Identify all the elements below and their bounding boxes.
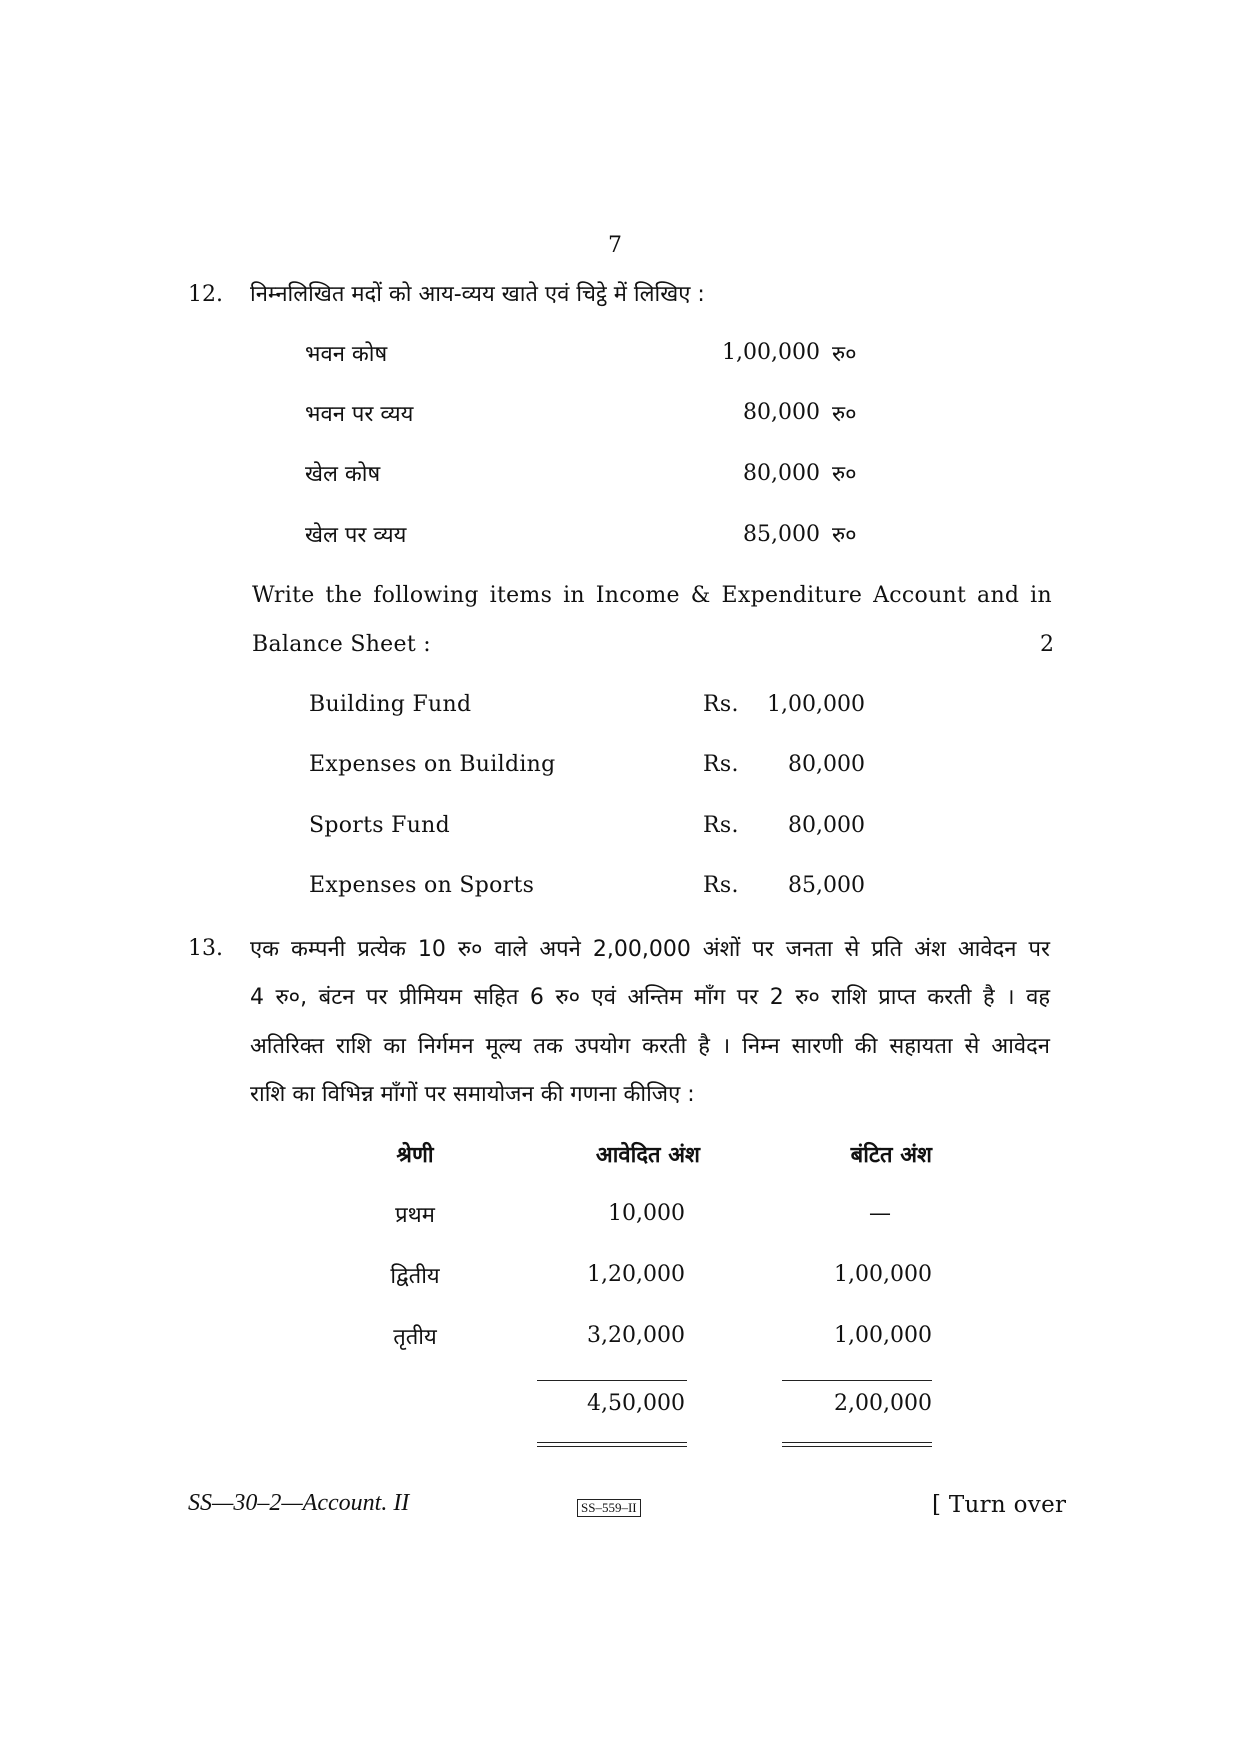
table-header: श्रेणी [396, 1143, 434, 1168]
q13-line: राशि का विभिन्न माँगों पर समायोजन की गणना कीजिए : [250, 1082, 695, 1107]
q12-number: 12. [188, 282, 223, 307]
total-double-rule [782, 1442, 932, 1447]
hindi-item-label: भवन कोष [305, 342, 388, 367]
hindi-item-label: खेल पर व्यय [305, 523, 407, 548]
table-cell-allotted: — [869, 1201, 891, 1226]
table-header: आवेदित अंश [595, 1143, 700, 1168]
q12-hindi-instruction: निम्नलिखित मदों को आय-व्यय खाते एवं चिट्ठे में लिखिए : [250, 282, 705, 307]
hindi-item-amount: 80,000 [743, 400, 820, 425]
english-item-amount: 85,000 [788, 873, 865, 898]
q12-marks: 2 [1040, 632, 1054, 657]
table-header: बंटित अंश [850, 1143, 932, 1168]
hindi-item-unit: रु० [832, 402, 857, 427]
english-item-label: Expenses on Building [309, 752, 556, 777]
total-rule [537, 1380, 687, 1381]
table-cell-applied: 3,20,000 [587, 1323, 685, 1348]
table-cell-applied: 1,20,000 [587, 1262, 685, 1287]
hindi-item-amount: 85,000 [743, 522, 820, 547]
total-rule [782, 1380, 932, 1381]
q13-line: एक कम्पनी प्रत्येक 10 रु० वाले अपने 2,00,000 अंशों पर जनता से प्रति अंश आवेदन पर [250, 937, 1050, 962]
q12-english-line1: Write the following items in Income & Expenditure Account and in [252, 583, 1052, 608]
table-cell-category: प्रथम [395, 1203, 435, 1228]
english-item-label: Sports Fund [309, 813, 451, 838]
english-item-amount: 1,00,000 [767, 692, 865, 717]
english-item-currency: Rs. [703, 692, 739, 717]
english-item-currency: Rs. [703, 873, 739, 898]
footer-paper-code: SS—30–2—Account. II [188, 1490, 410, 1516]
total-double-rule [537, 1442, 687, 1447]
table-cell-category: तृतीय [393, 1325, 437, 1350]
hindi-item-label: खेल कोष [305, 462, 381, 487]
english-item-label: Building Fund [309, 692, 472, 717]
table-total-applied: 4,50,000 [587, 1391, 685, 1416]
table-cell-applied: 10,000 [608, 1201, 685, 1226]
hindi-item-unit: रु० [832, 342, 857, 367]
q13-line: अतिरिक्त राशि का निर्गमन मूल्य तक उपयोग करती है । निम्न सारणी की सहायता से आवेदन [250, 1034, 1050, 1059]
english-item-amount: 80,000 [788, 752, 865, 777]
footer-series-code: SS–559–II [577, 1499, 641, 1517]
english-item-label: Expenses on Sports [309, 873, 535, 898]
english-item-currency: Rs. [703, 813, 739, 838]
table-cell-allotted: 1,00,000 [834, 1262, 932, 1287]
hindi-item-unit: रु० [832, 523, 857, 548]
hindi-item-label: भवन पर व्यय [305, 402, 414, 427]
table-cell-allotted: 1,00,000 [834, 1323, 932, 1348]
table-total-allotted: 2,00,000 [834, 1391, 932, 1416]
english-item-currency: Rs. [703, 752, 739, 777]
q13-number: 13. [188, 936, 223, 961]
english-item-amount: 80,000 [788, 813, 865, 838]
page-number: 7 [608, 233, 622, 258]
hindi-item-amount: 80,000 [743, 461, 820, 486]
q12-english-line2: Balance Sheet : [252, 632, 431, 657]
q13-line: 4 रु०, बंटन पर प्रीमियम सहित 6 रु० एवं अन्तिम माँग पर 2 रु० राशि प्राप्त करती है । वह [250, 985, 1050, 1010]
footer-turn-over: [ Turn over [932, 1492, 1067, 1518]
hindi-item-amount: 1,00,000 [722, 340, 820, 365]
table-cell-category: द्वितीय [390, 1264, 440, 1289]
hindi-item-unit: रु० [832, 462, 857, 487]
